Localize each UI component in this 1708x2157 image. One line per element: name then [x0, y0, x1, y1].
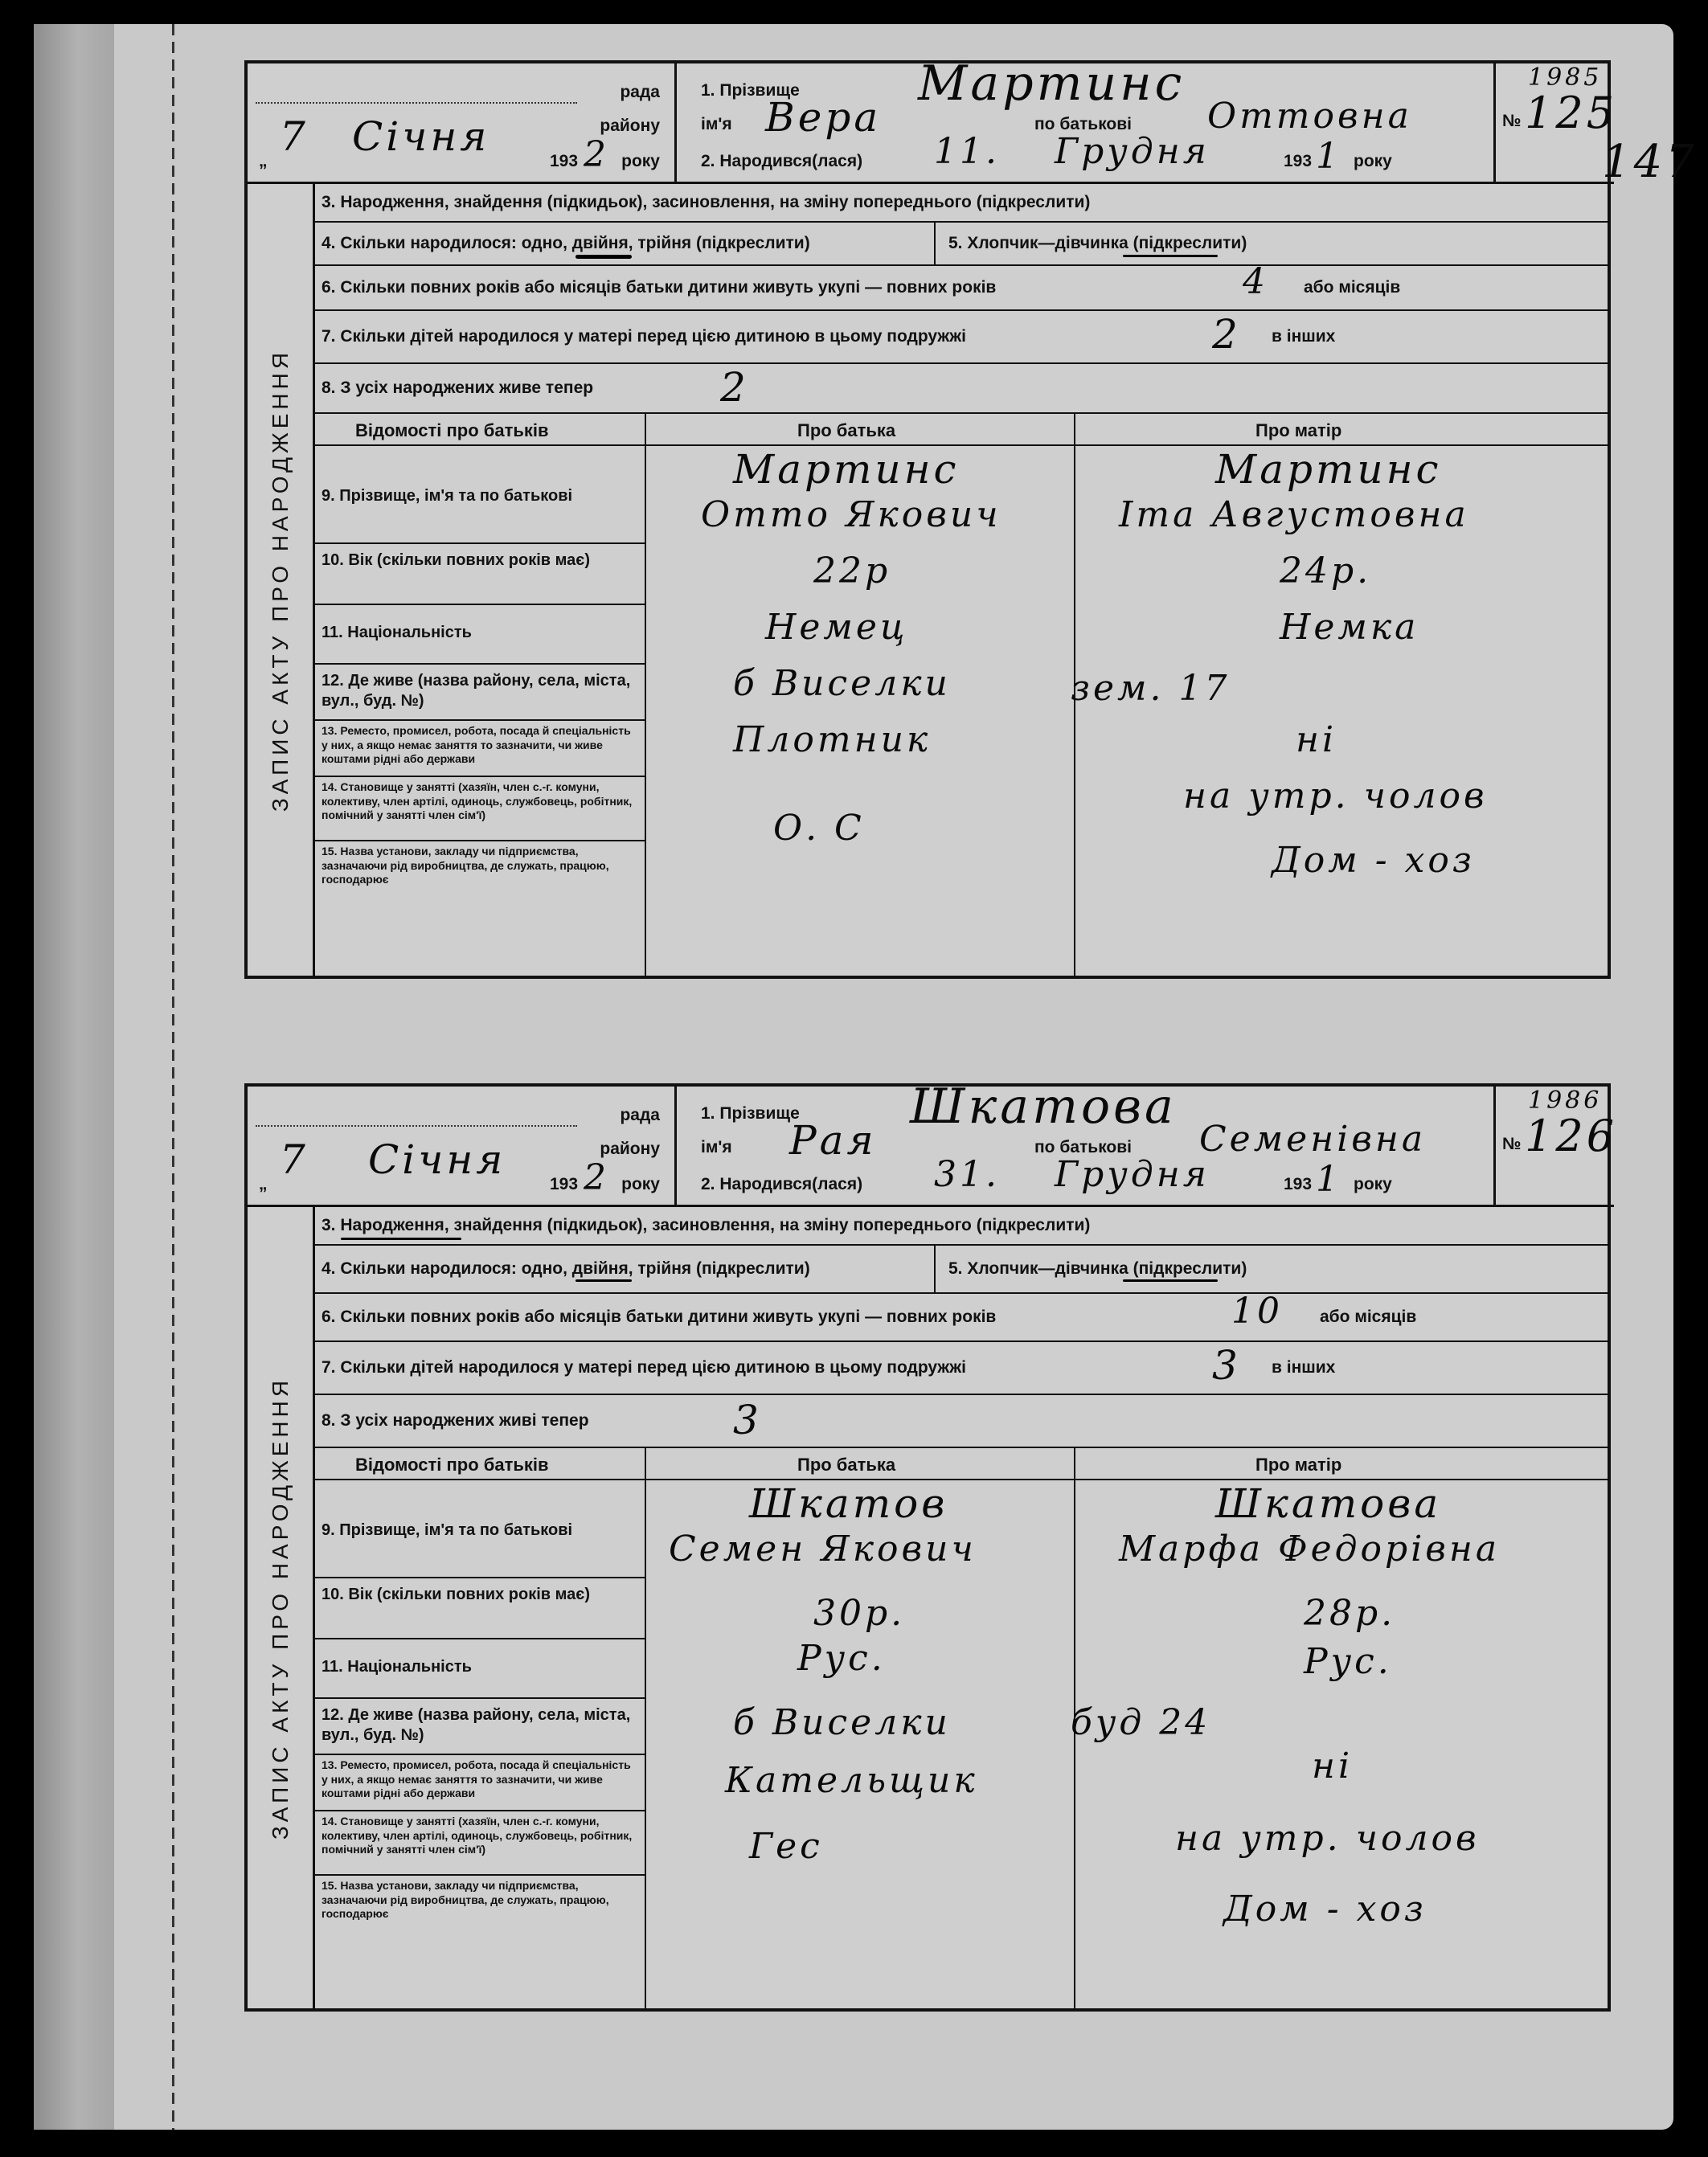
- row-4-divider: [934, 1246, 936, 1292]
- patronymic-label: по батькові: [1034, 115, 1132, 133]
- r9-line: [315, 1577, 645, 1578]
- born-label: 2. Народився(лася): [701, 1175, 863, 1193]
- r9-label: 9. Прізвище, ім'я та по батькові: [322, 1521, 573, 1539]
- father-name-2: Семен Якович: [669, 1529, 977, 1570]
- mother-age: 24р.: [1280, 551, 1372, 591]
- th-father: Про батька: [797, 1455, 896, 1475]
- mother-nationality: Рус.: [1304, 1641, 1392, 1682]
- r10-label: 10. Вік (скільки повних років має): [322, 1586, 590, 1603]
- th-info: Відомості про батьків: [355, 1455, 549, 1475]
- side-title: ЗАПИС АКТУ ПРО НАРОДЖЕННЯ: [267, 348, 293, 812]
- children-before: 3: [1212, 1342, 1241, 1389]
- row-6-label: 6. Скільки повних років або місяців батьки дитини живуть укупі — повних років: [322, 278, 997, 297]
- underline-odno: [575, 255, 632, 259]
- row-3: [315, 1207, 1608, 1246]
- quote-mark: „: [259, 152, 268, 170]
- alive-now: 3: [733, 1397, 762, 1443]
- father-name-2: Отто Якович: [701, 494, 1001, 535]
- archive-page: [34, 24, 1698, 2130]
- row-7-label: 7. Скільки дітей народилося у матері перед цією дитиною в цьому подружжі: [322, 1358, 966, 1377]
- child-surname: Мартинс: [918, 55, 1186, 112]
- r9-label: 9. Прізвище, ім'я та по батькові: [322, 487, 573, 505]
- r14-label: 14. Становище у занятті (хазяїн, член с.-г. комуни, колективу, член артілі, одиноць, службовець, робітник, помічний у занятті член сім'ї): [322, 780, 633, 821]
- born-label: 2. Народився(лася): [701, 152, 863, 170]
- reg-day: 7: [280, 113, 309, 160]
- row-8: [315, 1395, 1608, 1448]
- mother-occupation: ні: [1296, 719, 1337, 760]
- row-6b-label: або місяців: [1320, 1308, 1417, 1326]
- r15-label: 15. Назва установи, закладу чи підприємства, зазначаючи рід виробництва, де служать, працюю, господарює: [322, 845, 609, 886]
- rada-label: рада: [620, 1106, 660, 1124]
- row-6: [315, 1291, 1608, 1342]
- address: б Виселки: [733, 663, 951, 704]
- question-rows: [315, 1207, 1608, 1448]
- registration-block: [248, 1087, 677, 1207]
- rada-line: [256, 1125, 577, 1127]
- child-identity-block: [677, 1078, 1618, 1207]
- reg-year-digit: 2: [584, 134, 609, 175]
- r12-line: [315, 1754, 645, 1755]
- child-patronymic: Оттовна: [1207, 96, 1412, 137]
- side-title-column: [248, 1207, 315, 2008]
- r10-line: [315, 1638, 645, 1639]
- row-5-label: 5. Хлопчик—дівчинка (підкреслити): [948, 234, 1247, 252]
- page-binding: [34, 24, 114, 2130]
- address-2: буд 24: [1071, 1702, 1211, 1743]
- underline-divchynka: [1123, 1279, 1218, 1282]
- mother-name-2: Іта Августовна: [1119, 494, 1469, 535]
- children-before: 2: [1212, 311, 1241, 358]
- child-name: Вера: [765, 94, 882, 141]
- row-6b-label: або місяців: [1304, 278, 1401, 297]
- side-title: ЗАПИС АКТУ ПРО НАРОДЖЕННЯ: [267, 1376, 293, 1840]
- r10-label: 10. Вік (скільки повних років має): [322, 551, 590, 569]
- r12-line: [315, 719, 645, 721]
- reg-year-prefix: 193: [550, 1175, 579, 1193]
- r13-label: 13. Реместо, промисел, робота, посада й спеціальність у них, а якщо немає заняття то зазначити, чи живе коштами рідні або держави: [322, 724, 631, 765]
- surname-label: 1. Прізвище: [701, 1104, 800, 1123]
- r13-line: [315, 776, 645, 777]
- margin-number: 147: [1602, 136, 1698, 188]
- father-name-1: Мартинс: [733, 446, 960, 493]
- reg-month: Січня: [352, 113, 490, 160]
- row-3-label: 3. Народження, знайдення (підкидьок), засиновлення, на зміну попереднього (підкреслити): [322, 193, 1091, 211]
- row-8-label: 8. З усіх народжених живі тепер: [322, 1411, 589, 1430]
- rada-label: рада: [620, 83, 660, 101]
- r14-label: 14. Становище у занятті (хазяїн, член с.-г. комуни, колективу, член артілі, одиноць, службовець, робітник, помічний у занятті член сім'ї): [322, 1815, 633, 1856]
- r13-line: [315, 1810, 645, 1811]
- quote-mark: „: [259, 1175, 268, 1193]
- r11-label: 11. Національність: [322, 624, 472, 641]
- father-org: О. С: [773, 808, 865, 849]
- side-title-column: [248, 184, 315, 976]
- mother-name-2: Марфа Федорівна: [1119, 1529, 1501, 1570]
- mother-name-1: Мартинс: [1215, 446, 1442, 493]
- father-org: Гес: [749, 1826, 823, 1867]
- birth-month: Грудня: [1055, 131, 1210, 172]
- reg-day: 7: [280, 1136, 309, 1183]
- roku-label: року: [621, 1175, 660, 1193]
- name-label: ім'я: [701, 115, 732, 133]
- row-7-label: 7. Скільки дітей народилося у матері перед цією дитиною в цьому подружжі: [322, 327, 966, 346]
- father-occupation: Кательщик: [725, 1760, 978, 1801]
- question-rows: [315, 184, 1608, 414]
- birth-day: 11.: [934, 131, 1000, 172]
- row-6: [315, 261, 1608, 311]
- birth-record-1: [244, 55, 1698, 979]
- mother-name-1: Шкатова: [1215, 1480, 1442, 1527]
- th-mother: Про матір: [1255, 420, 1342, 440]
- row-7b-label: в інших: [1272, 1358, 1336, 1377]
- r13-label: 13. Реместо, промисел, робота, посада й спеціальність у них, а якщо немає заняття то зазначити, чи живе коштами рідні або держави: [322, 1758, 631, 1799]
- father-age: 30р.: [813, 1593, 906, 1634]
- th-mother: Про матір: [1255, 1455, 1342, 1475]
- record-number-overwrite: 1986: [1528, 1087, 1603, 1115]
- row-3-label: 3. Народження, знайдення (підкидьок), засиновлення, на зміну попереднього (підкреслити): [322, 1216, 1091, 1234]
- father-nationality: Рус.: [797, 1638, 886, 1679]
- child-patronymic: Семенівна: [1199, 1119, 1427, 1160]
- name-label: ім'я: [701, 1138, 732, 1156]
- r10-line: [315, 604, 645, 605]
- child-surname: Шкатова: [910, 1078, 1177, 1135]
- row-5-label: 5. Хлопчик—дівчинка (підкреслити): [948, 1259, 1247, 1278]
- birth-record-2: [244, 1078, 1618, 2012]
- birth-day: 31.: [934, 1154, 1000, 1195]
- rada-line: [256, 102, 577, 104]
- record-number-box: [1493, 1087, 1618, 1207]
- alive-now: 2: [720, 364, 749, 411]
- mother-age: 28р.: [1304, 1593, 1396, 1634]
- th-info: Відомості про батьків: [355, 420, 549, 440]
- record-number-box: [1493, 63, 1618, 184]
- birth-roku-label: року: [1354, 1175, 1392, 1193]
- child-identity-block: [677, 55, 1618, 184]
- record-number: 126: [1525, 1111, 1618, 1161]
- years-together: 4: [1243, 261, 1268, 302]
- row-4-label: 4. Скільки народилося: одно, двійня, трійня (підкреслити): [322, 1259, 810, 1278]
- father-col-divider: [645, 1448, 646, 2008]
- r12-label: 12. Де живе (назва району, села, міста, вул., буд. №): [322, 1706, 631, 1744]
- r11-line: [315, 663, 645, 665]
- underline-divchynka: [1123, 255, 1218, 257]
- mother-occupation: ні: [1312, 1746, 1354, 1787]
- r14-line: [315, 1874, 645, 1876]
- birth-year-digit: 1: [1316, 136, 1341, 177]
- rayon-label: району: [600, 1140, 660, 1158]
- father-nationality: Немец: [765, 607, 908, 648]
- row-4-divider: [934, 223, 936, 264]
- r15-label: 15. Назва установи, закладу чи підприємства, зазначаючи рід виробництва, де служать, працюю, господарює: [322, 1879, 609, 1920]
- father-occupation: Плотник: [733, 719, 932, 760]
- reg-year-digit: 2: [584, 1157, 609, 1198]
- patronymic-label: по батькові: [1034, 1138, 1132, 1156]
- r11-label: 11. Національність: [322, 1658, 472, 1676]
- mother-status: на утр. чолов: [1183, 776, 1488, 817]
- parents-table: [315, 414, 1608, 976]
- record-number: 125: [1525, 88, 1618, 138]
- registration-block: [248, 63, 677, 184]
- th-father: Про батька: [797, 420, 896, 440]
- father-age: 22р: [813, 551, 891, 591]
- father-col-divider: [645, 414, 646, 976]
- r12-label: 12. Де живе (назва району, села, міста, вул., буд. №): [322, 672, 631, 710]
- row-4-5: [315, 1246, 1608, 1294]
- row-8-label: 8. З усіх народжених живе тепер: [322, 379, 594, 397]
- row-7: [315, 311, 1608, 364]
- mother-org: Дом - хоз: [1272, 840, 1475, 881]
- stitch-line: [172, 24, 174, 2130]
- record-number-overwrite: 1985: [1528, 63, 1603, 92]
- reg-month: Січня: [368, 1136, 506, 1183]
- r11-line: [315, 1697, 645, 1699]
- years-together: 10: [1231, 1291, 1283, 1332]
- address: б Виселки: [733, 1702, 951, 1743]
- mother-nationality: Немка: [1280, 607, 1419, 648]
- row-3: [315, 184, 1608, 223]
- mother-status: на утр. чолов: [1175, 1818, 1480, 1859]
- roku-label: року: [621, 152, 660, 170]
- birth-roku-label: року: [1354, 152, 1392, 170]
- r9-line: [315, 542, 645, 544]
- row-4-label: 4. Скільки народилося: одно, двійня, трійня (підкреслити): [322, 234, 810, 252]
- rayon-label: району: [600, 117, 660, 135]
- address-2: зем. 17: [1071, 668, 1231, 709]
- row-8: [315, 364, 1608, 414]
- parents-table: [315, 1448, 1608, 2008]
- child-name: Рая: [789, 1117, 877, 1164]
- birth-month: Грудня: [1055, 1154, 1210, 1195]
- no-sign: №: [1502, 1135, 1522, 1153]
- mother-org: Дом - хоз: [1223, 1889, 1427, 1930]
- surname-label: 1. Прізвище: [701, 81, 800, 100]
- underline-odno: [575, 1279, 632, 1282]
- r14-line: [315, 840, 645, 841]
- birth-year-prefix: 193: [1284, 1175, 1313, 1193]
- birth-year-digit: 1: [1316, 1159, 1341, 1200]
- row-4-5: [315, 223, 1608, 266]
- reg-year-prefix: 193: [550, 152, 579, 170]
- birth-year-prefix: 193: [1284, 152, 1313, 170]
- underline-narodzhennya: [341, 1238, 461, 1240]
- row-7b-label: в інших: [1272, 327, 1336, 346]
- no-sign: №: [1502, 112, 1522, 130]
- father-name-1: Шкатов: [749, 1480, 948, 1527]
- row-6-label: 6. Скільки повних років або місяців батьки дитини живуть укупі — повних років: [322, 1308, 997, 1326]
- row-7: [315, 1342, 1608, 1395]
